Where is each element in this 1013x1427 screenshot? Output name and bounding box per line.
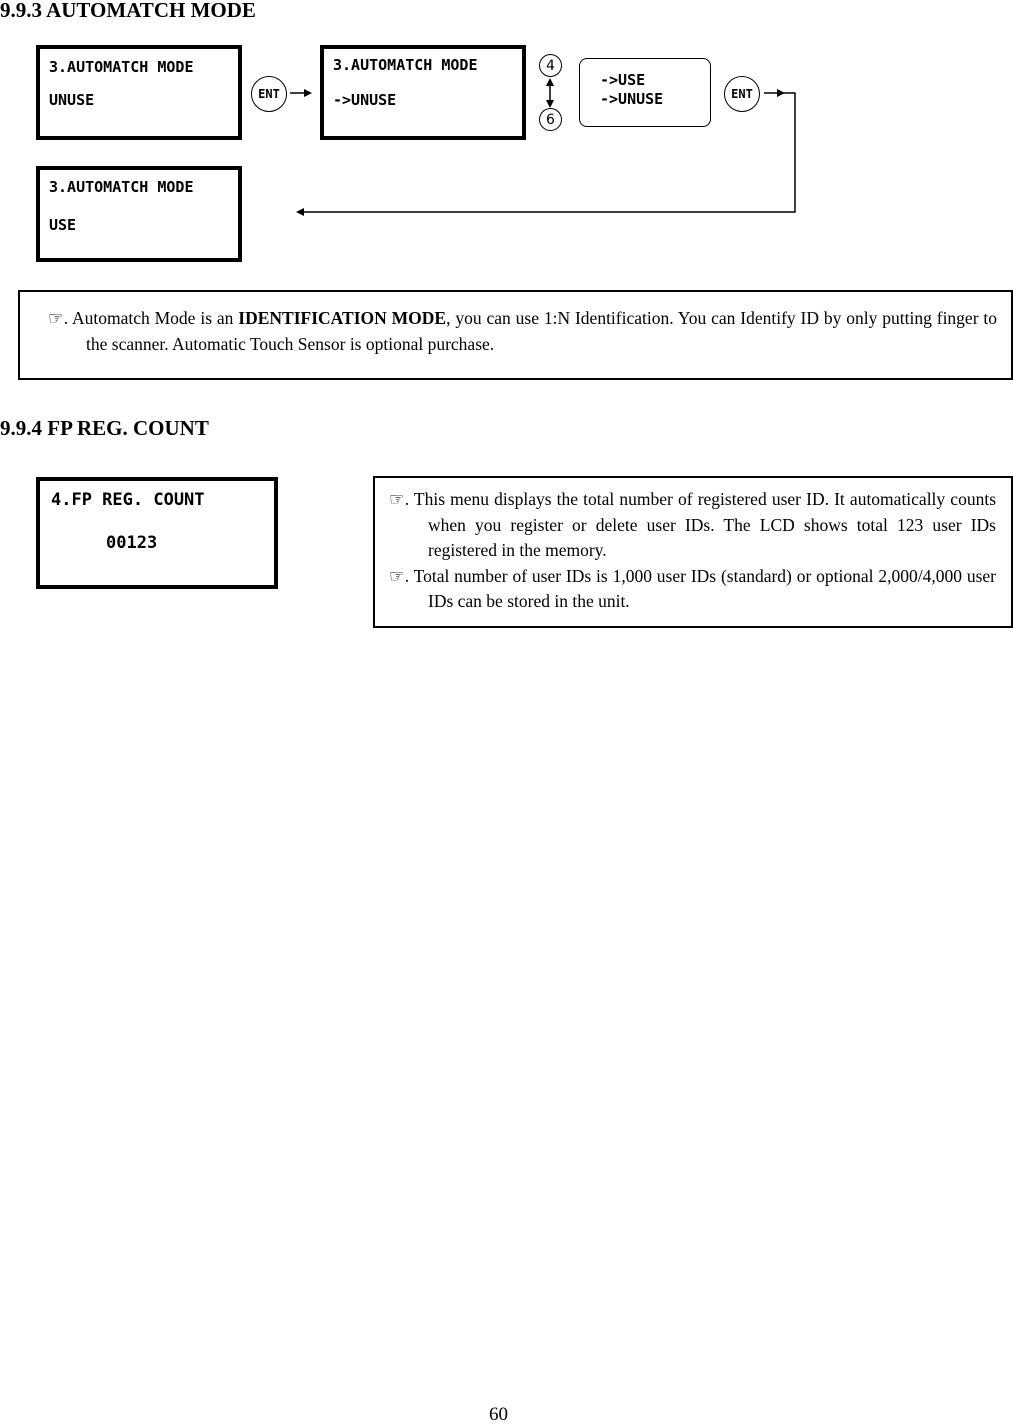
ent-key-icon: ENT	[251, 76, 287, 112]
lcd-fp-reg-count	[36, 477, 278, 589]
arrowhead	[546, 78, 554, 86]
flow-arrows	[0, 0, 1013, 300]
arrowhead	[777, 89, 785, 97]
lcd-line-1: 4.FP REG. COUNT	[51, 490, 205, 510]
section-heading-automatch: 9.9.3 AUTOMATCH MODE	[0, 0, 256, 22]
arrowhead	[546, 100, 554, 108]
popup-option-unuse: ->UNUSE	[600, 90, 664, 108]
note-box-fp-count	[373, 476, 1013, 628]
note-text: ☞. Automatch Mode is an IDENTIFICATION MODE, you can use 1:N Identification. You can Identify ID by only putting finger to the scanner. Automatic Touch Sensor is optional purchase.	[48, 308, 998, 354]
arrowhead	[304, 89, 312, 97]
key-4-icon: 4	[539, 54, 562, 77]
section-heading-fp-count: 9.9.4 FP REG. COUNT	[0, 416, 209, 440]
hand-pointer-icon: ☞.	[389, 565, 414, 586]
lcd-line-1: 3.AUTOMATCH MODE	[49, 178, 194, 196]
hand-pointer-icon: ☞.	[48, 308, 72, 328]
note-item: ☞. This menu displays the total number of registered user ID. It automatically counts when you register or delete user IDs. The LCD shows total 123 user IDs registered in the memory.	[389, 489, 997, 560]
lcd-count-value: 00123	[106, 533, 158, 553]
key-6-icon: 6	[539, 108, 562, 131]
arrow-return-to-use	[302, 93, 795, 212]
note-item: ☞. Total number of user IDs is 1,000 user IDs (standard) or optional 2,000/4,000 user IDs can be stored in the unit.	[389, 565, 997, 611]
hand-pointer-icon: ☞.	[389, 489, 414, 509]
lcd-line-1: 3.AUTOMATCH MODE	[333, 56, 478, 74]
lcd-line-2: ->UNUSE	[333, 91, 397, 109]
lcd-line-1: 3.AUTOMATCH MODE	[49, 58, 194, 76]
page-number: 60	[489, 1404, 508, 1425]
popup-option-use: ->USE	[600, 71, 646, 89]
lcd-line-2: USE	[49, 216, 77, 234]
ent-key-icon: ENT	[724, 76, 760, 112]
arrowhead	[296, 208, 304, 216]
lcd-line-2: UNUSE	[49, 91, 95, 109]
note-box-automatch	[18, 290, 1013, 380]
